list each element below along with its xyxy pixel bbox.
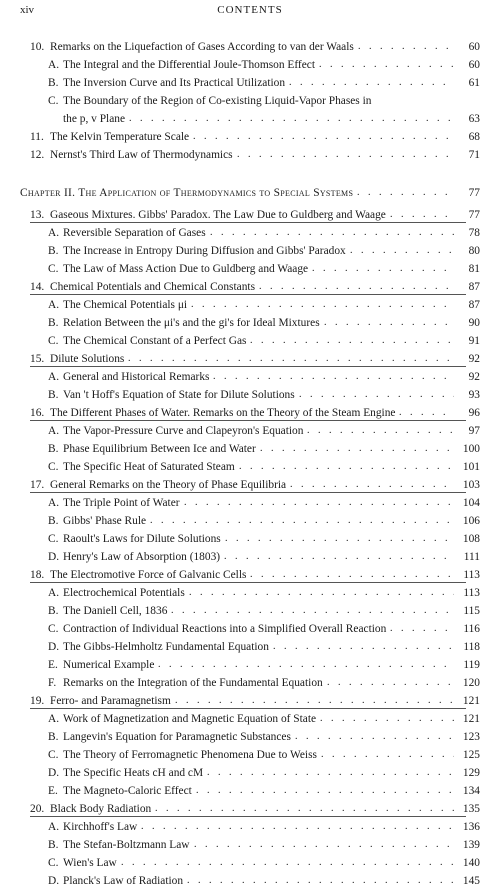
entry-title: The Stefan-Boltzmann Law [63, 839, 190, 851]
page-ref: 90 [468, 317, 480, 329]
toc-subentry [0, 56, 500, 74]
page-ref: 121 [462, 695, 480, 707]
entry-title: General Remarks on the Theory of Phase Equilibria [50, 479, 287, 491]
dot-leader [321, 746, 454, 764]
page-ref: 63 [468, 113, 480, 125]
toc-entry [0, 110, 500, 128]
entry-title: the p, v Plane [63, 113, 126, 125]
dot-leader [260, 440, 454, 458]
toc-subentry [0, 386, 500, 404]
entry-title: Wien's Law [63, 857, 117, 869]
entry-title: Langevin's Equation for Paramagnetic Substances [63, 731, 291, 743]
entry-title: The Specific Heats cH and cM [63, 767, 204, 779]
toc-subentry [0, 836, 500, 854]
subsection-letter: B. [48, 839, 59, 851]
entry-title: The Boundary of the Region of Co-existing Liquid-Vapor Phases in [63, 95, 372, 107]
entry-title: Dilute Solutions [50, 353, 125, 365]
subsection-letter: E. [48, 659, 58, 671]
subsection-letter: A. [48, 371, 60, 383]
dot-leader [327, 674, 454, 692]
toc-subentry [0, 422, 500, 440]
dot-leader [210, 224, 454, 242]
page-ref: 60 [468, 41, 480, 53]
entry-title: Raoult's Laws for Dilute Solutions [63, 533, 221, 545]
entry-title: The Increase in Entropy During Diffusion and Gibbs' Paradox [63, 245, 346, 257]
section-number: 10. [30, 41, 45, 53]
entry-title: Chemical Potentials and Chemical Constants [50, 281, 255, 293]
section-rule [30, 582, 466, 583]
dot-leader [171, 602, 454, 620]
dot-leader [307, 422, 454, 440]
entry-title: The Electromotive Force of Galvanic Cells [50, 569, 247, 581]
page-ref: 134 [462, 785, 480, 797]
dot-leader [129, 110, 454, 128]
subsection-letter: C. [48, 263, 59, 275]
page-ref: 61 [468, 77, 480, 89]
dot-leader [239, 458, 454, 476]
page-ref: 92 [468, 371, 480, 383]
subsection-letter: B. [48, 245, 59, 257]
page-ref: 115 [463, 605, 480, 617]
subsection-letter: B. [48, 515, 59, 527]
dot-leader [357, 184, 454, 202]
section-number: 15. [30, 353, 45, 365]
dot-leader [141, 818, 454, 836]
subsection-letter: C. [48, 335, 59, 347]
entry-title: Contraction of Individual Reactions into a Simplified Overall Reaction [63, 623, 387, 635]
entry-title: Reversible Separation of Gases [63, 227, 206, 239]
subsection-letter: B. [48, 77, 59, 89]
page-ref: 100 [462, 443, 480, 455]
page-ref: 125 [462, 749, 480, 761]
section-rule [30, 294, 466, 295]
section-rule [30, 366, 466, 367]
page-ref: 118 [463, 641, 480, 653]
entry-title: The Gibbs-Helmholtz Fundamental Equation [63, 641, 269, 653]
page-ref: 93 [468, 389, 480, 401]
toc-subentry [0, 296, 500, 314]
page-ref: 136 [462, 821, 480, 833]
entry-title: The Daniell Cell, 1836 [63, 605, 168, 617]
dot-leader [312, 260, 454, 278]
dot-leader [213, 368, 454, 386]
section-number: 12. [30, 149, 45, 161]
page-ref: 113 [463, 587, 480, 599]
entry-title: The Specific Heat of Saturated Steam [63, 461, 235, 473]
section-number: 16. [30, 407, 45, 419]
page-ref: 135 [462, 803, 480, 815]
section-rule [30, 420, 466, 421]
dot-leader [194, 836, 454, 854]
section-number: 19. [30, 695, 45, 707]
subsection-letter: A. [48, 821, 60, 833]
toc-subentry [0, 854, 500, 872]
section-number: 13. [30, 209, 45, 221]
page-ref: 106 [462, 515, 480, 527]
entry-title: Remarks on the Liquefaction of Gases According to van der Waals [50, 41, 354, 53]
toc-subentry [0, 494, 500, 512]
entry-title: The Chemical Constant of a Perfect Gas [63, 335, 247, 347]
subsection-letter: A. [48, 425, 60, 437]
page-ref: 123 [462, 731, 480, 743]
page-ref: 97 [468, 425, 480, 437]
entry-title: General and Historical Remarks [63, 371, 210, 383]
entry-title: The Different Phases of Water. Remarks on the Theory of the Steam Engine [50, 407, 396, 419]
entry-title: Black Body Radiation [50, 803, 152, 815]
page-ref: 121 [462, 713, 480, 725]
dot-leader [225, 530, 454, 548]
page-ref: 71 [468, 149, 480, 161]
section-rule [30, 222, 466, 223]
subsection-letter: A. [48, 227, 60, 239]
subsection-letter: B. [48, 317, 59, 329]
page-header [0, 4, 500, 22]
dot-leader [250, 332, 454, 350]
dot-leader [187, 872, 454, 890]
entry-title: The Chemical Potentials μi [63, 299, 188, 311]
toc-subentry [0, 242, 500, 260]
page-ref: 87 [468, 281, 480, 293]
subsection-letter: F. [48, 677, 57, 689]
subsection-letter: D. [48, 551, 60, 563]
toc-subentry [0, 314, 500, 332]
subsection-letter: B. [48, 605, 59, 617]
toc-subentry [0, 602, 500, 620]
subsection-letter: A. [48, 59, 60, 71]
entry-title: Gibbs' Phase Rule [63, 515, 147, 527]
entry-title: Numerical Example [63, 659, 155, 671]
dot-leader [193, 128, 454, 146]
page-ref: 101 [462, 461, 480, 473]
chapter-heading [0, 184, 500, 202]
dot-leader [189, 584, 454, 602]
page-title: CONTENTS [217, 4, 283, 16]
entry-title: Electrochemical Potentials [63, 587, 185, 599]
entry-title: Planck's Law of Radiation [63, 875, 184, 887]
subsection-letter: C. [48, 95, 59, 107]
page-ref: 78 [468, 227, 480, 239]
page-ref: 113 [463, 569, 480, 581]
toc-subentry [0, 710, 500, 728]
subsection-letter: B. [48, 731, 59, 743]
page-ref: 68 [468, 131, 480, 143]
entry-title: The Kelvin Temperature Scale [50, 131, 190, 143]
dot-leader [390, 620, 454, 638]
page-ref: 60 [468, 59, 480, 71]
toc-subentry [0, 872, 500, 890]
subsection-letter: B. [48, 389, 59, 401]
page-ref: 140 [462, 857, 480, 869]
toc-subentry [0, 782, 500, 800]
entry-title: The Magneto-Caloric Effect [63, 785, 192, 797]
entry-title: The Integral and the Differential Joule-Thomson Effect [63, 59, 315, 71]
toc-subentry [0, 746, 500, 764]
dot-leader [121, 854, 454, 872]
dot-leader [158, 656, 454, 674]
toc-subentry [0, 818, 500, 836]
entry-title: Van 't Hoff's Equation of State for Dilute Solutions [63, 389, 295, 401]
page-ref: 139 [462, 839, 480, 851]
section-number: 18. [30, 569, 45, 581]
dot-leader [320, 710, 454, 728]
entry-title: Work of Magnetization and Magnetic Equation of State [63, 713, 317, 725]
entry-title: Remarks on the Integration of the Fundamental Equation [63, 677, 323, 689]
subsection-letter: C. [48, 461, 59, 473]
page-ref: 77 [468, 209, 480, 221]
toc-subentry [0, 620, 500, 638]
page-ref: 103 [462, 479, 480, 491]
subsection-letter: C. [48, 533, 59, 545]
page-ref: 77 [468, 187, 480, 199]
section-number: 17. [30, 479, 45, 491]
page-ref: 91 [468, 335, 480, 347]
page-ref: 145 [462, 875, 480, 887]
entry-title: Ferro- and Paramagnetism [50, 695, 171, 707]
subsection-letter: A. [48, 587, 60, 599]
dot-leader [191, 296, 454, 314]
page-number: xiv [20, 4, 35, 16]
toc-subentry [0, 458, 500, 476]
page-ref: 119 [463, 659, 480, 671]
dot-leader [289, 74, 454, 92]
entry-title: The Law of Mass Action Due to Guldberg and Waage [63, 263, 309, 275]
subsection-letter: C. [48, 857, 59, 869]
section-rule [30, 816, 466, 817]
toc-subentry [0, 260, 500, 278]
toc-entry [0, 128, 500, 146]
section-rule [30, 492, 466, 493]
page-ref: 92 [468, 353, 480, 365]
dot-leader [295, 728, 454, 746]
page-ref: 81 [468, 263, 480, 275]
subsection-letter: C. [48, 623, 59, 635]
toc-subentry [0, 368, 500, 386]
toc-subentry [0, 764, 500, 782]
page-ref: 108 [462, 533, 480, 545]
page-ref: 96 [468, 407, 480, 419]
toc-subentry [0, 332, 500, 350]
toc-subentry [0, 548, 500, 566]
dot-leader [150, 512, 454, 530]
entry-title: Chapter II. The Application of Thermodynamics to Special Systems [20, 187, 354, 199]
subsection-letter: D. [48, 767, 60, 779]
page-ref: 129 [462, 767, 480, 779]
dot-leader [207, 764, 454, 782]
entry-title: The Inversion Curve and Its Practical Utilization [63, 77, 286, 89]
toc-entry [0, 146, 500, 164]
section-number: 20. [30, 803, 45, 815]
dot-leader [324, 314, 454, 332]
toc-subentry [0, 440, 500, 458]
page-ref: 120 [462, 677, 480, 689]
entry-title: Phase Equilibrium Between Ice and Water [63, 443, 256, 455]
toc-subentry [0, 674, 500, 692]
section-number: 11. [30, 131, 44, 143]
subsection-letter: A. [48, 713, 60, 725]
dot-leader [224, 548, 454, 566]
subsection-letter: B. [48, 443, 59, 455]
page-ref: 116 [463, 623, 480, 635]
subsection-letter: E. [48, 785, 58, 797]
entry-title: Nernst's Third Law of Thermodynamics [50, 149, 233, 161]
dot-leader [299, 386, 454, 404]
dot-leader [350, 242, 454, 260]
page-ref: 104 [462, 497, 480, 509]
subsection-letter: D. [48, 875, 60, 887]
toc-subentry [0, 512, 500, 530]
subsection-letter: A. [48, 497, 60, 509]
dot-leader [273, 638, 454, 656]
toc-subentry [0, 728, 500, 746]
dot-leader [237, 146, 454, 164]
toc-subentry [0, 74, 500, 92]
subsection-letter: D. [48, 641, 60, 653]
toc-subentry [0, 638, 500, 656]
page-ref: 80 [468, 245, 480, 257]
section-rule [30, 708, 466, 709]
entry-title: Gaseous Mixtures. Gibbs' Paradox. The Law Due to Guldberg and Waage [50, 209, 386, 221]
dot-leader [196, 782, 454, 800]
page-ref: 87 [468, 299, 480, 311]
entry-title: The Vapor-Pressure Curve and Clapeyron's Equation [63, 425, 304, 437]
toc-subentry [0, 584, 500, 602]
toc-subentry [0, 224, 500, 242]
toc-entry [0, 38, 500, 56]
entry-title: The Triple Point of Water [63, 497, 180, 509]
entry-title: Relation Between the μi's and the gi's for Ideal Mixtures [63, 317, 320, 329]
toc-subentry [0, 656, 500, 674]
entry-title: The Theory of Ferromagnetic Phenomena Due to Weiss [63, 749, 317, 761]
subsection-letter: C. [48, 749, 59, 761]
entry-title: Henry's Law of Absorption (1803) [63, 551, 221, 563]
toc-subentry [0, 530, 500, 548]
dot-leader [319, 56, 454, 74]
dot-leader [184, 494, 454, 512]
page-ref: 111 [463, 551, 480, 563]
toc-subentry [0, 92, 500, 110]
dot-leader [358, 38, 454, 56]
section-number: 14. [30, 281, 45, 293]
subsection-letter: A. [48, 299, 60, 311]
entry-title: Kirchhoff's Law [63, 821, 138, 833]
